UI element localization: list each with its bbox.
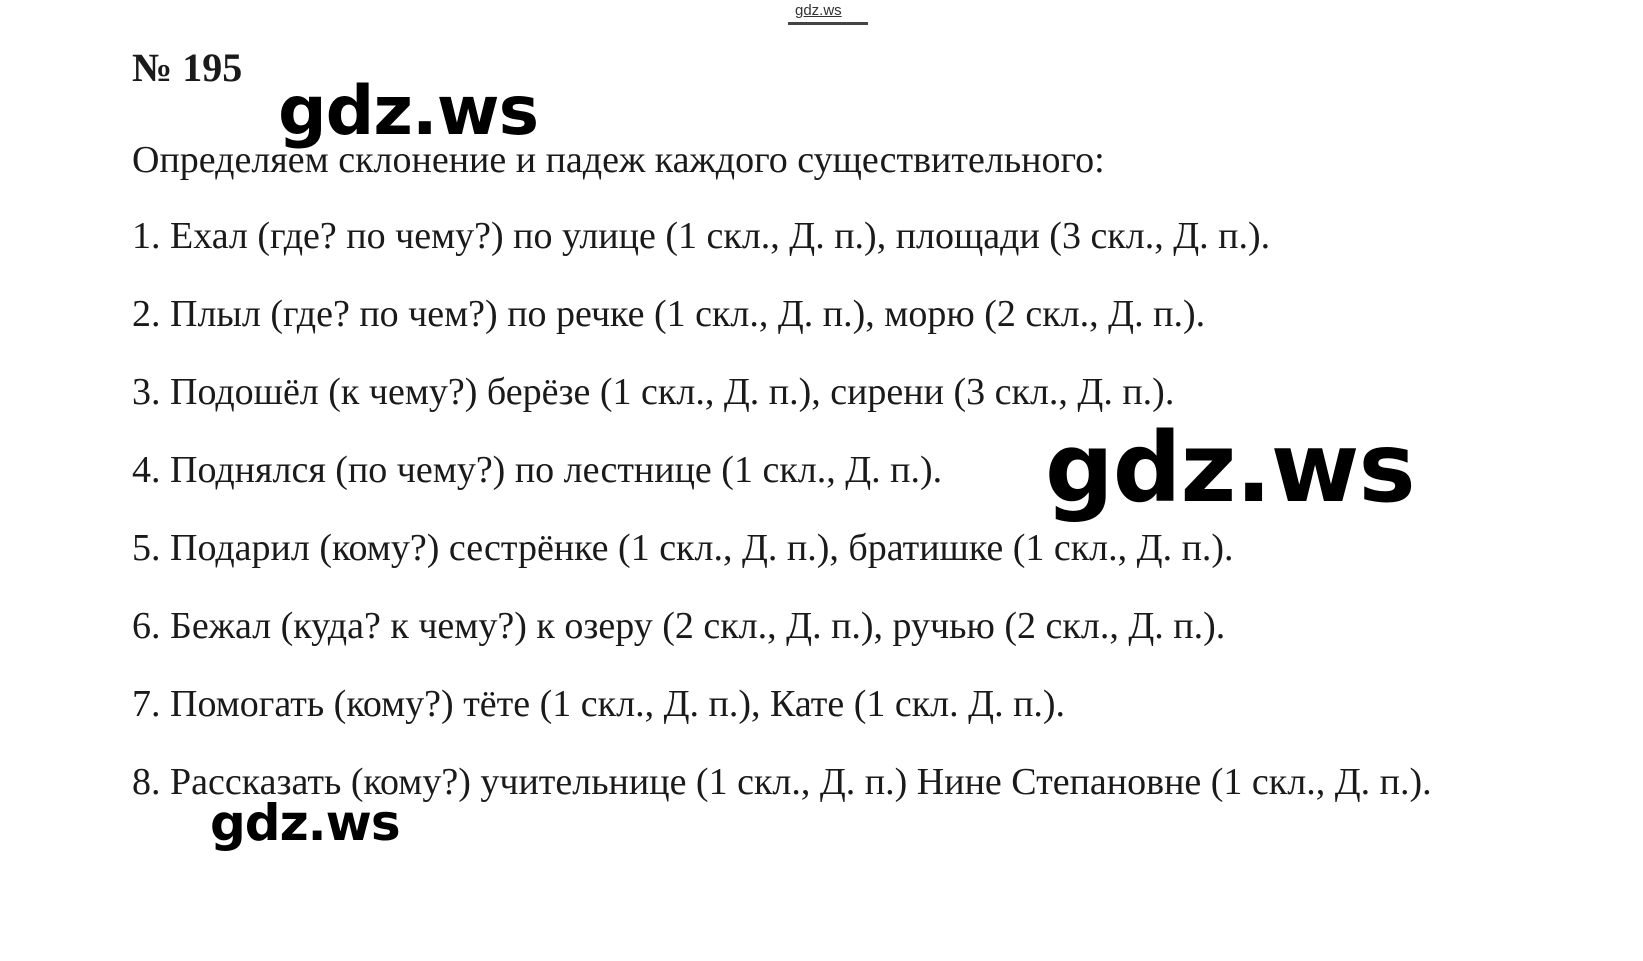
answer-item: 2. Плыл (где? по чем?) по речке (1 скл., Д. п.), морю (2 скл., Д. п.). [132, 293, 1206, 335]
watermark: gdz.ws [278, 72, 539, 151]
answer-item: 1. Ехал (где? по чему?) по улице (1 скл., Д. п.), площади (3 скл., Д. п.). [132, 215, 1271, 257]
task-number: № 195 [132, 45, 243, 90]
answer-item: 4. Поднялся (по чему?) по лестнице (1 скл., Д. п.). [132, 449, 943, 491]
answer-item: 7. Помогать (кому?) тёте (1 скл., Д. п.), Кате (1 скл. Д. п.). [132, 683, 1066, 725]
site-mark-header: gdz.ws [795, 2, 842, 19]
answer-item: 5. Подарил (кому?) сестрёнке (1 скл., Д. п.), братишке (1 скл., Д. п.). [132, 527, 1234, 569]
watermark: gdz.ws [210, 794, 400, 852]
answer-item: 6. Бежал (куда? к чему?) к озеру (2 скл., Д. п.), ручью (2 скл., Д. п.). [132, 605, 1226, 647]
answer-item: 8. Рассказать (кому?) учительнице (1 скл., Д. п.) Нине Степановне (1 скл., Д. п.). [132, 761, 1432, 803]
header-divider [788, 22, 868, 25]
answer-list [132, 216, 1552, 840]
task-intro: Определяем склонение и падеж каждого существительного: [132, 139, 1105, 181]
watermark: gdz.ws [1045, 412, 1415, 524]
answer-item: 3. Подошёл (к чему?) берёзе (1 скл., Д. п.), сирени (3 скл., Д. п.). [132, 371, 1175, 413]
